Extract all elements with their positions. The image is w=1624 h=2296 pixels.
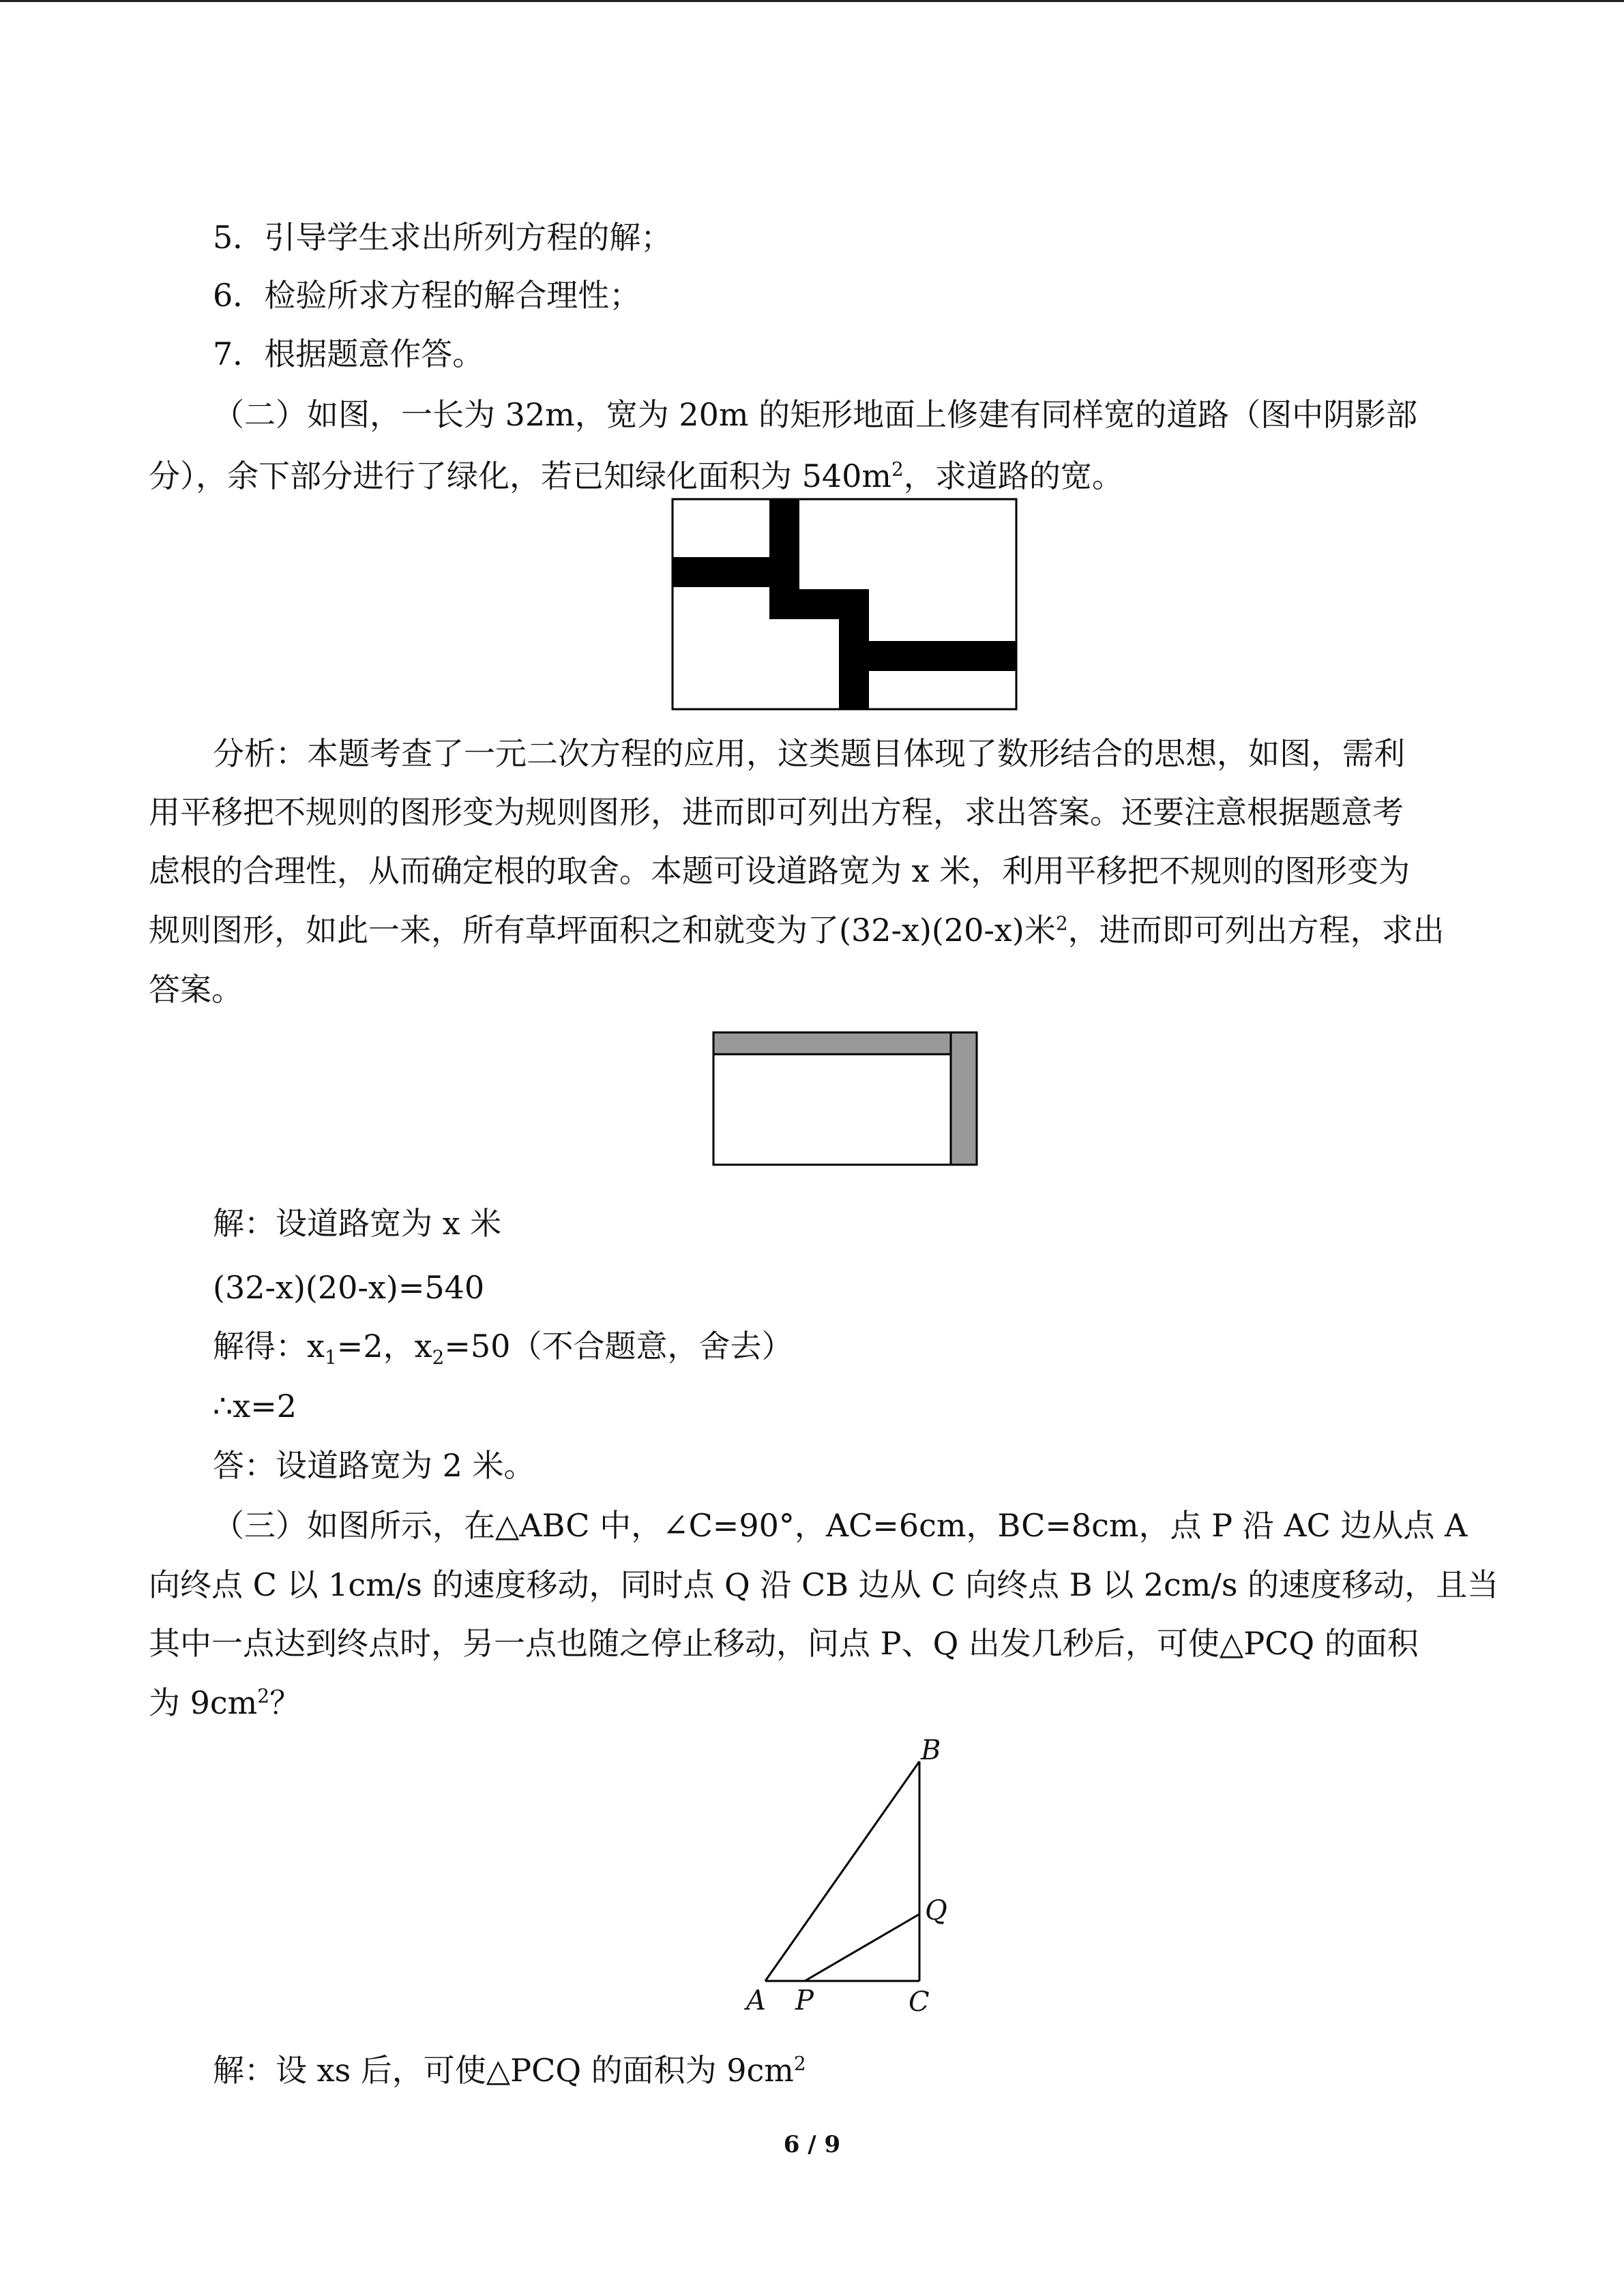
label-c: C (909, 1986, 930, 2015)
analysis-line2: 用平移把不规则的图形变为规则图形，进而即可列出方程，求出答案。还要注意根据题意考 (149, 794, 1404, 831)
segment-pq (805, 1914, 919, 1981)
shifted-road-figure (712, 1031, 978, 1166)
problem3-line1: （三）如图所示，在△ABC 中，∠C=90°，AC=6cm，BC=8cm，点 P 沿 AC 边从点 A (213, 1507, 1468, 1544)
top-border (0, 0, 1624, 2)
triangle-figure (737, 1735, 969, 2015)
solution2-therefore: ∴x=2 (213, 1388, 297, 1425)
page-number: 6 / 9 (783, 2131, 841, 2158)
side-ab (765, 1761, 919, 1981)
step-5: 5．引导学生求出所列方程的解； (213, 219, 673, 256)
horizontal-road (713, 1032, 977, 1054)
label-q: Q (925, 1895, 947, 1926)
step-6: 6．检验所求方程的解合理性； (213, 277, 641, 314)
label-p: P (795, 1985, 814, 2015)
solution2-answer: 答：设道路宽为 2 米。 (213, 1447, 535, 1484)
road-layout-figure (671, 498, 1018, 711)
solution2-equation: (32-x)(20-x)=540 (213, 1269, 485, 1306)
problem3-line4: 为 $9cm^2$？ (149, 1684, 301, 1721)
analysis-line1: 分析：本题考查了一元二次方程的应用，这类题目体现了数形结合的思想，如图，需利 (213, 735, 1405, 772)
solution2-set: 解：设道路宽为 x 米 (213, 1205, 502, 1242)
problem3-line2: 向终点 C 以 1cm/s 的速度移动，同时点 Q 沿 CB 边从 C 向终点 B 以 2cm/s 的速度移动，且当 (149, 1566, 1499, 1603)
problem3-line3: 其中一点达到终点时，另一点也随之停止移动，问点 P、Q 出发几秒后，可使△PCQ 的面积 (149, 1625, 1419, 1662)
analysis-line5: 答案。 (149, 971, 243, 1008)
solution2-solve: 解得：$x_1=2$，$x_2=50$（不合题意，舍去） (213, 1328, 793, 1369)
problem2-line1: （二）如图，一长为 32m，宽为 20m 的矩形地面上修建有同样宽的道路（图中阴影部 (213, 396, 1418, 433)
analysis-line3: 虑根的合理性，从而确定根的取舍。本题可设道路宽为 x 米，利用平移把不规则的图形变为 (149, 852, 1411, 889)
solution3-line: 解：设 xs 后，可使△PCQ 的面积为 $9cm^2$ (213, 2052, 806, 2089)
vertical-road (951, 1032, 977, 1165)
step-7: 7．根据题意作答。 (213, 336, 484, 372)
label-a: A (746, 1985, 766, 2015)
analysis-line4: 规则图形，如此一来，所有草坪面积之和就变为了(32-x)(20-x)米$^2$，进而即可列出方程，求出 (149, 912, 1445, 949)
problem2-line2: 分），余下部分进行了绿化，若已知绿化面积为 $540m^2$，求道路的宽。 (149, 458, 1123, 494)
label-b: B (921, 1735, 941, 1766)
